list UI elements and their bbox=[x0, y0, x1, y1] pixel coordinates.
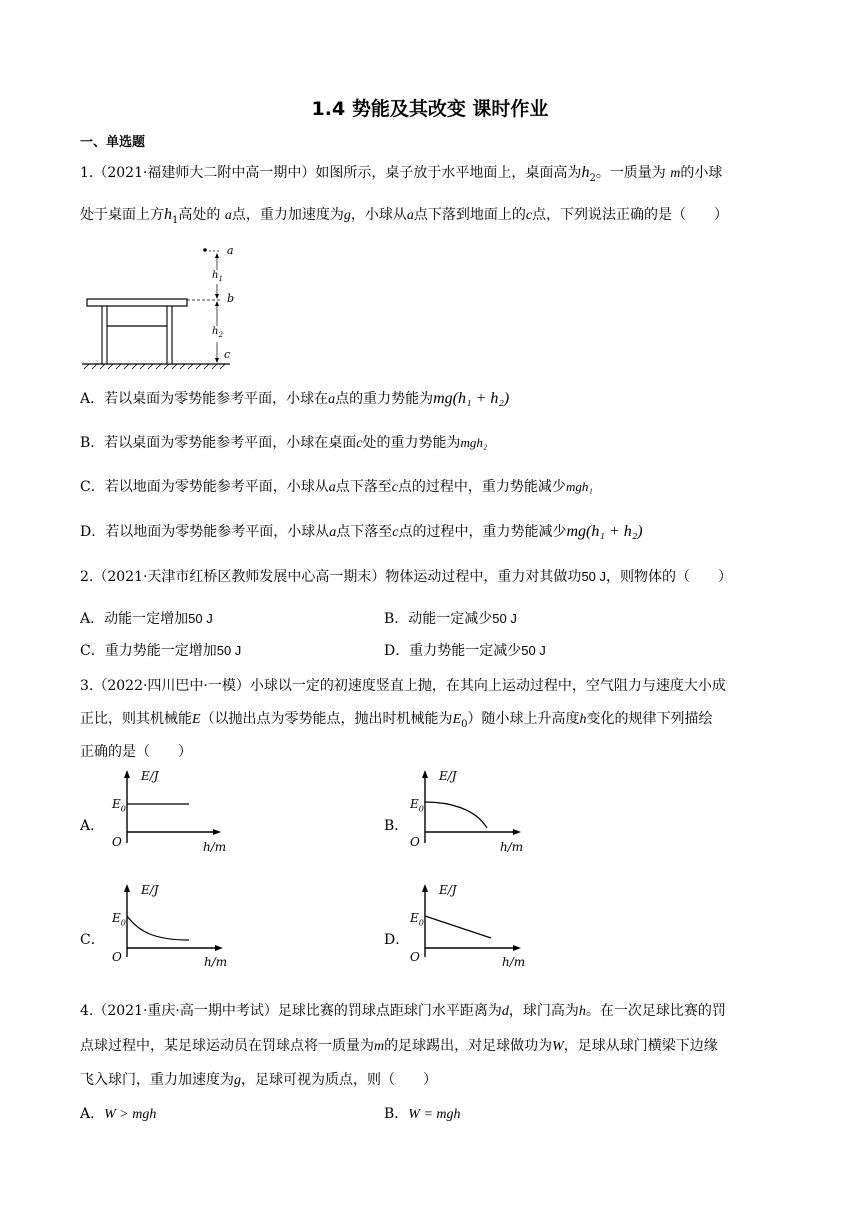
q2-stem: 2.（2021·天津市红桥区教师发展中心高一期末）物体运动过程中，重力对其做功50 J，则物体的（ ） bbox=[80, 569, 733, 585]
q3-stem-line2: 正比，则其机械能E（以抛出点为零势能点，抛出时机械能为$E_0$）随小球上升高度h变化的规律下列描绘 bbox=[80, 711, 713, 730]
q1-option-b[interactable]: B．若以桌面为零势能参考平面，小球在桌面c处的重力势能为mgh₂ bbox=[80, 435, 488, 451]
q1-option-d[interactable]: D．若以地面为零势能参考平面，小球从a点下落至c点的过程中，重力势能减少mg(h₁ + h₂) bbox=[80, 523, 643, 540]
q3-option-b-label[interactable]: B． bbox=[384, 818, 409, 834]
q1-stem-line1: 1.（2021·福建师大二附中高一期中）如图所示，桌子放于水平地面上，桌面高为$h_2$。一质量为 m的小球 bbox=[80, 164, 723, 184]
q2-option-c[interactable]: C．重力势能一定增加50 J bbox=[80, 643, 242, 659]
q3-graph-c-e0: $E_0$ bbox=[112, 911, 126, 928]
q3-graph-a-origin: O bbox=[112, 835, 122, 849]
q4-stem-line3: 飞入球门，重力加速度为g，足球可视为质点，则（ ） bbox=[80, 1072, 437, 1088]
q3-option-d-label[interactable]: D． bbox=[384, 932, 410, 948]
q3-graph-d-xlabel: h/m bbox=[502, 955, 526, 969]
q3-graph-d-origin: O bbox=[410, 950, 420, 964]
q1-option-a[interactable]: A．若以桌面为零势能参考平面，小球在a点的重力势能为mg(h₁ + h₂) bbox=[80, 390, 510, 407]
q1-option-c[interactable]: C．若以地面为零势能参考平面，小球从a点下落至c点的过程中，重力势能减少mgh₁ bbox=[80, 479, 593, 495]
q3-graph-b-origin: O bbox=[410, 835, 420, 849]
q1-figure-label-h2: $h_2$ bbox=[212, 326, 223, 339]
section-heading: 一、单选题 bbox=[80, 135, 146, 150]
q2-option-a[interactable]: A．动能一定增加50 J bbox=[80, 611, 213, 627]
q3-graph-a-xlabel: h/m bbox=[203, 840, 227, 854]
q3-graph-a-e0: $E_0$ bbox=[112, 797, 126, 814]
q3-graph-c-xlabel: h/m bbox=[204, 955, 228, 969]
q3-graph-b-xlabel: h/m bbox=[500, 840, 524, 854]
q3-graph-d-ylabel: E/J bbox=[439, 883, 457, 897]
q3-graph-b-ylabel: E/J bbox=[439, 769, 457, 783]
q1-figure-label-c: c bbox=[224, 348, 231, 361]
q3-option-c-label[interactable]: C． bbox=[80, 932, 105, 948]
q1-stem-line2: 处于桌面上方$h_1$高处的 a点，重力加速度为g，小球从a点下落到地面上的c点，下列说法正确的是（ ） bbox=[80, 206, 729, 226]
q3-graph-b-e0: $E_0$ bbox=[410, 797, 424, 814]
q4-stem-line1: 4.（2021·重庆·高一期中考试）足球比赛的罚球点距球门水平距离为d，球门高为h。在一次足球比赛的罚 bbox=[80, 1003, 726, 1019]
q4-option-a[interactable]: A．W > mgh bbox=[80, 1106, 157, 1122]
page-title: 1.4 势能及其改变 课时作业 bbox=[311, 98, 549, 120]
q3-graph-d-e0: $E_0$ bbox=[410, 911, 424, 928]
q1-figure-label-a: a bbox=[227, 244, 234, 257]
q3-stem-line1: 3.（2022·四川巴中·一模）小球以一定的初速度竖直上抛，在其向上运动过程中，空气阻力与速度大小成 bbox=[80, 678, 726, 694]
q4-stem-line2: 点球过程中，某足球运动员在罚球点将一质量为m的足球踢出，对足球做功为W，足球从球门横梁下边缘 bbox=[80, 1038, 718, 1054]
q4-option-b[interactable]: B．W = mgh bbox=[384, 1106, 461, 1122]
q3-graph-c-origin: O bbox=[112, 950, 122, 964]
q3-graph-a-ylabel: E/J bbox=[141, 769, 159, 783]
q1-figure-label-b: b bbox=[227, 292, 235, 305]
q3-option-a-label[interactable]: A． bbox=[80, 818, 105, 834]
q1-figure-label-h1: $h_1$ bbox=[212, 270, 223, 283]
q2-option-b[interactable]: B．动能一定减少50 J bbox=[384, 611, 517, 627]
q3-graph-c-ylabel: E/J bbox=[141, 883, 159, 897]
q3-stem-line3: 正确的是（ ） bbox=[80, 744, 192, 760]
q2-option-d[interactable]: D．重力势能一定减少50 J bbox=[384, 643, 546, 659]
